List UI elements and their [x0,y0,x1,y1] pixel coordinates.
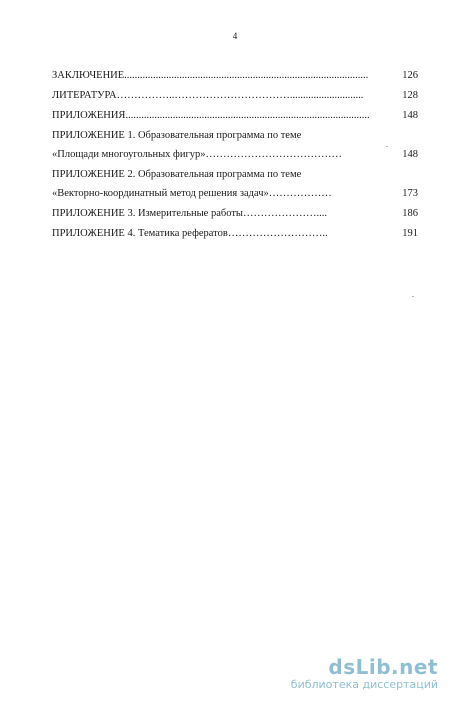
toc-entry-page: 128 [402,90,418,101]
toc-entry-title: ПРИЛОЖЕНИЯ............................................................................................. [52,110,370,121]
toc-entry-appendix-2-title [52,184,418,204]
toc-entry-page: 191 [402,228,418,239]
toc-entry-page: 186 [402,208,418,219]
toc-entry-appendix-1-title [52,145,418,165]
toc-entry-appendices [52,106,418,126]
toc-entry-page: 148 [402,149,418,160]
toc-entry-title: ПРИЛОЖЕНИЕ 2. Образовательная программа по теме [52,169,302,180]
toc-entry-appendix-2-heading [52,165,418,184]
scan-speck [412,296,414,297]
toc-entry-title: «Векторно-координатный метод решения задач»……………… [52,188,332,199]
toc-entry-title: ПРИЛОЖЕНИЕ 1. Образовательная программа по теме [52,130,302,141]
toc-entry-page: 148 [402,110,418,121]
watermark-logo: dsLib.net [328,655,438,679]
toc-entry-appendix-1-heading [52,126,418,145]
toc-entry-title: ПРИЛОЖЕНИЕ 3. Измерительные работы………………….... [52,208,327,219]
watermark [291,656,438,692]
toc-entry-literature [52,86,418,106]
toc-entry-appendix-4 [52,224,418,244]
watermark-subtitle: библиотека диссертаций [290,678,438,691]
scan-speck [386,146,388,147]
toc-entry-page: 126 [402,70,418,81]
toc-entry-appendix-3 [52,204,418,224]
toc-entry-conclusion [52,66,418,86]
page-number: 4 [232,31,238,41]
toc-entry-title: ЗАКЛЮЧЕНИЕ............................................................................................. [52,70,369,81]
toc-entry-title: ЛИТЕРАТУРА……………..……………………………............................ [52,90,364,101]
table-of-contents [52,66,418,244]
toc-entry-title: «Площади многоугольных фигур»………………………………… [52,149,343,160]
toc-entry-title: ПРИЛОЖЕНИЕ 4. Тематика рефератов……………………….. [52,228,328,239]
toc-entry-page: 173 [402,188,418,199]
